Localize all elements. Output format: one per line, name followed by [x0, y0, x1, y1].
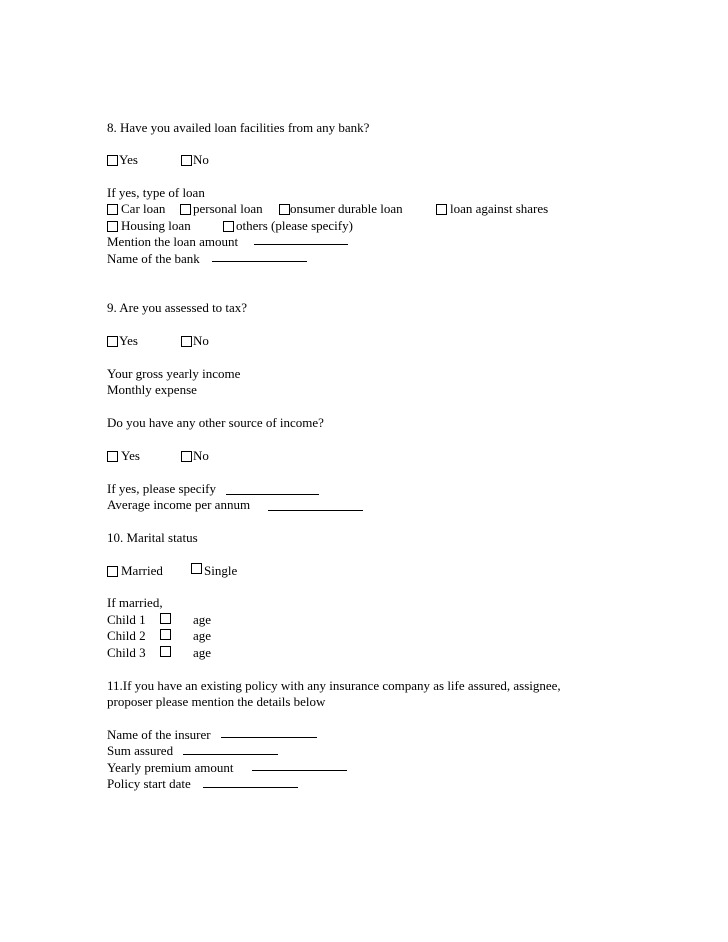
q9-no-checkbox[interactable] — [181, 336, 192, 347]
child3-checkbox[interactable] — [160, 646, 171, 657]
q9-question: 9. Are you assessed to tax? — [107, 300, 248, 315]
child2-age-label: age — [193, 628, 212, 643]
gross-income-label: Your gross yearly income — [107, 366, 241, 381]
start-date-field[interactable] — [203, 787, 298, 788]
child3-label: Child 3 — [107, 645, 146, 660]
if-married-label: If married, — [107, 595, 163, 610]
car-loan-label: Car loan — [121, 201, 166, 216]
housing-loan-checkbox[interactable] — [107, 221, 118, 232]
q8-question: 8. Have you availed loan facilities from any bank? — [107, 120, 370, 135]
other-income-no-label: No — [193, 448, 209, 463]
other-income-yes-checkbox[interactable] — [107, 451, 118, 462]
consumer-durable-loan-checkbox[interactable] — [279, 204, 290, 215]
bank-name-field[interactable] — [212, 261, 307, 262]
specify-field[interactable] — [226, 494, 319, 495]
others-label: others (please specify) — [236, 218, 353, 233]
monthly-expense-label: Monthly expense — [107, 382, 197, 397]
q8-no-checkbox[interactable] — [181, 155, 192, 166]
married-label: Married — [121, 563, 163, 578]
bank-name-label: Name of the bank — [107, 251, 200, 266]
child1-age-label: age — [193, 612, 212, 627]
personal-loan-label: personal loan — [193, 201, 263, 216]
car-loan-checkbox[interactable] — [107, 204, 118, 215]
single-label: Single — [204, 563, 238, 578]
other-income-question: Do you have any other source of income? — [107, 415, 324, 430]
other-income-yes-label: Yes — [121, 448, 140, 463]
single-checkbox[interactable] — [191, 563, 202, 574]
child2-label: Child 2 — [107, 628, 146, 643]
loan-against-shares-checkbox[interactable] — [436, 204, 447, 215]
specify-label: If yes, please specify — [107, 481, 217, 496]
q8-yes-label: Yes — [119, 152, 138, 167]
q11-question-line1: 11.If you have an existing policy with any insurance company as life assured, assignee, — [107, 678, 561, 693]
housing-loan-label: Housing loan — [121, 218, 191, 233]
sum-assured-label: Sum assured — [107, 743, 174, 758]
insurer-field[interactable] — [221, 737, 317, 738]
other-income-no-checkbox[interactable] — [181, 451, 192, 462]
start-date-label: Policy start date — [107, 776, 191, 791]
premium-label: Yearly premium amount — [107, 760, 234, 775]
personal-loan-checkbox[interactable] — [180, 204, 191, 215]
insurer-label: Name of the insurer — [107, 727, 211, 742]
child1-checkbox[interactable] — [160, 613, 171, 624]
loan-against-shares-label: loan against shares — [450, 201, 549, 216]
avg-income-label: Average income per annum — [107, 497, 251, 512]
loan-amount-field[interactable] — [254, 244, 348, 245]
others-checkbox[interactable] — [223, 221, 234, 232]
q10-question: 10. Marital status — [107, 530, 198, 545]
loan-amount-label: Mention the loan amount — [107, 234, 239, 249]
child1-label: Child 1 — [107, 612, 146, 627]
q9-yes-checkbox[interactable] — [107, 336, 118, 347]
q9-no-label: No — [193, 333, 209, 348]
married-checkbox[interactable] — [107, 566, 118, 577]
q8-type-label: If yes, type of loan — [107, 185, 205, 200]
sum-assured-field[interactable] — [183, 754, 278, 755]
q9-yes-label: Yes — [119, 333, 138, 348]
avg-income-field[interactable] — [268, 510, 363, 511]
consumer-durable-loan-label: onsumer durable loan — [290, 201, 403, 216]
q11-question-line2: proposer please mention the details below — [107, 694, 326, 709]
premium-field[interactable] — [252, 770, 347, 771]
child2-checkbox[interactable] — [160, 629, 171, 640]
q8-no-label: No — [193, 152, 209, 167]
child3-age-label: age — [193, 645, 212, 660]
q8-yes-checkbox[interactable] — [107, 155, 118, 166]
